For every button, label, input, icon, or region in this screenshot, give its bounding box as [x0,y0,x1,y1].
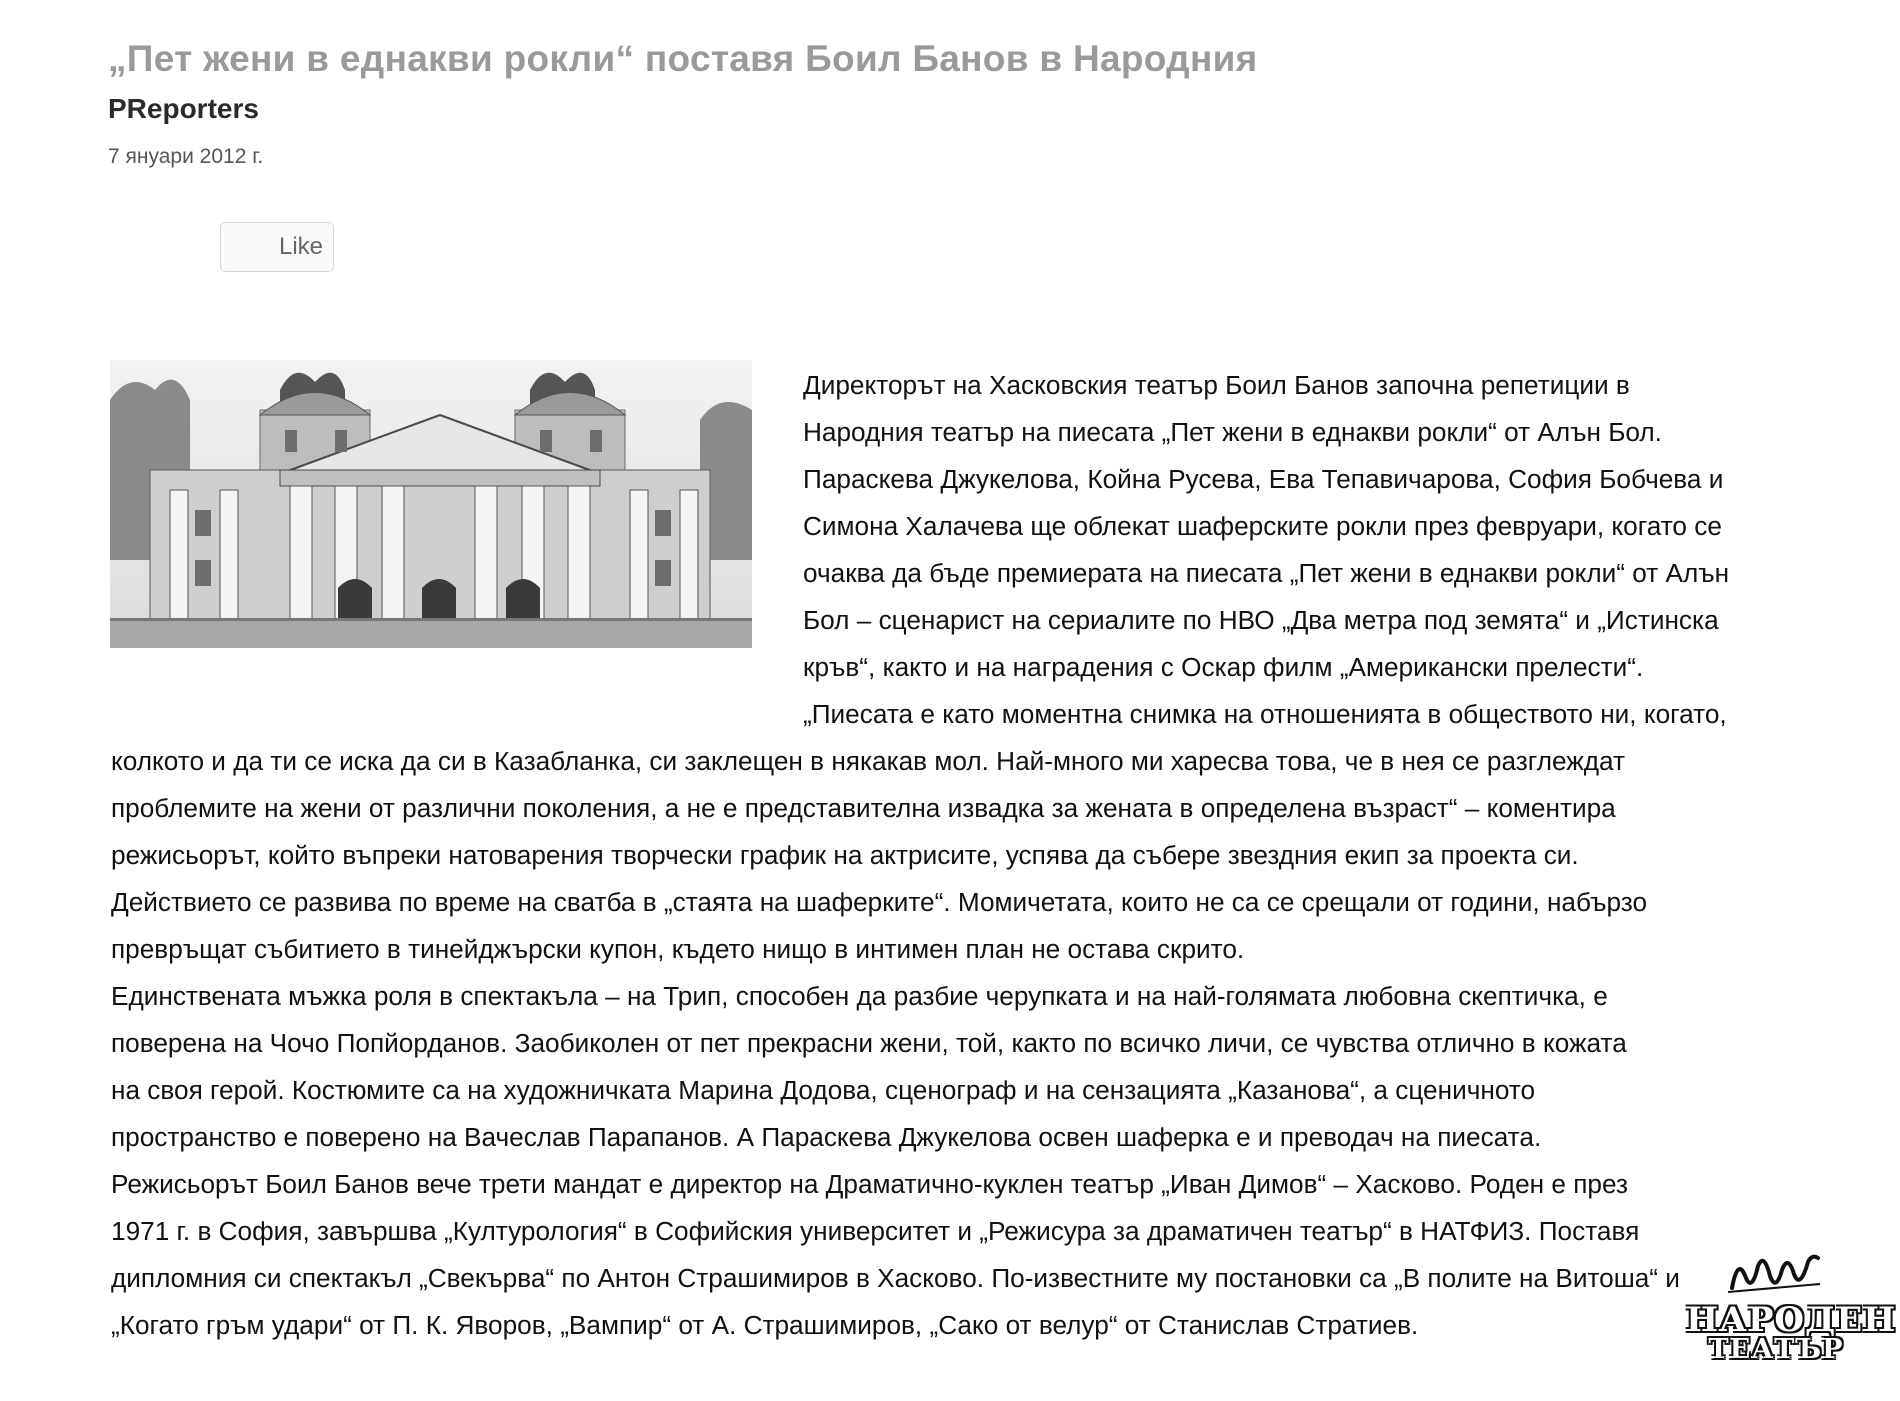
article-author[interactable]: PReporters [108,93,259,124]
text-line: 1971 г. в София, завършва „Културология“ в Софийския университет и „Режисура за драматичен театър“ в НАТФИЗ. Поставя [111,1216,1640,1246]
text-line: колкото и да ти се иска да си в Казабланка, си заклещен в някакав мол. Най-много ми харесва това, че в нея се разглеждат [111,746,1626,776]
article-paragraph [803,362,1729,691]
text-line: Народния театър на пиесата „Пет жени в еднакви рокли“ от Алън Бол. [803,417,1662,447]
text-line: Бол – сценарист на сериалите по НВО „Два метра под земята“ и „Истинска [803,605,1719,635]
text-line: на своя герой. Костюмите са на художничката Марина Додова, сценограф и на сензацията „Казанова“, а сценичното [111,1075,1536,1105]
like-button[interactable] [220,222,334,272]
like-button-label: Like [278,233,323,260]
text-line: дипломния си спектакъл „Свекърва“ по Антон Страшимиров в Хасково. По-известните му постановки са „В полите на Витоша“ и [111,1263,1680,1293]
national-theatre-logo [1686,1248,1897,1366]
text-line: превръщат събитието в тинейджърски купон, където нищо в интимен план не остава скрито. [111,934,1245,964]
article-date: 7 януари 2012 г. [108,145,264,168]
text-line: „Пиесата е като моментна снимка на отношенията в обществото ни, когато, [803,699,1727,729]
article-paragraph [111,1161,1680,1349]
text-line: проблемите на жени от различни поколения, а не е представителна извадка за жената в определена възраст“ – коментира [111,793,1616,823]
text-line: Единствената мъжка роля в спектакъла – на Трип, способен да разбие черупката и на най-голямата любовна скептичка, е [111,981,1608,1011]
text-line: „Когато гръм удари“ от П. К. Яворов, „Вампир“ от А. Страшимиров, „Сако от велур“ от Станислав Стратиев. [111,1310,1419,1340]
logo-signature-icon [1724,1248,1824,1298]
text-line: Директорът на Хасковския театър Боил Банов започна репетиции в [803,370,1630,400]
text-line: Действието се развива по време на сватба в „стаята на шаферките“. Момичетата, които не са се срещали от години, набързо [111,887,1648,917]
text-line: Режисьорът Боил Банов вече трети мандат е директор на Драматично-куклен театър „Иван Димов“ – Хасково. Роден е през [111,1169,1628,1199]
article-paragraph [111,973,1627,1161]
text-line: режисьорът, който въпреки натоварения творчески график на актрисите, успява да събере звездния екип за проекта си. [111,840,1579,870]
text-line: очаква да бъде премиерата на пиесата „Пет жени в еднакви рокли“ от Алън [803,558,1730,588]
article-paragraph [111,691,1727,973]
text-line: Параскева Джукелова, Койна Русева, Ева Тепавичарова, София Бобчева и [803,464,1724,494]
text-line: Симона Халачева ще облекат шаферските рокли през февруари, когато се [803,511,1722,541]
text-line: пространство е поверено на Вачеслав Парапанов. А Параскева Джукелова освен шаферка е и преводач на пиесата. [111,1122,1542,1152]
text-line: поверена на Чочо Попйорданов. Заобиколен от пет прекрасни жени, той, както по всичко личи, се чувства отлично в кожата [111,1028,1627,1058]
logo-subtitle: ТЕАТЪР [1708,1334,1844,1365]
article-title: „Пет жени в еднакви рокли“ поставя Боил Банов в Народния [108,38,1258,79]
logo-name: НАРОДЕН [1686,1300,1897,1340]
theatre-building-photo [110,360,752,648]
text-line: кръв“, както и на наградения с Оскар филм „Американски прелести“. [803,652,1644,682]
